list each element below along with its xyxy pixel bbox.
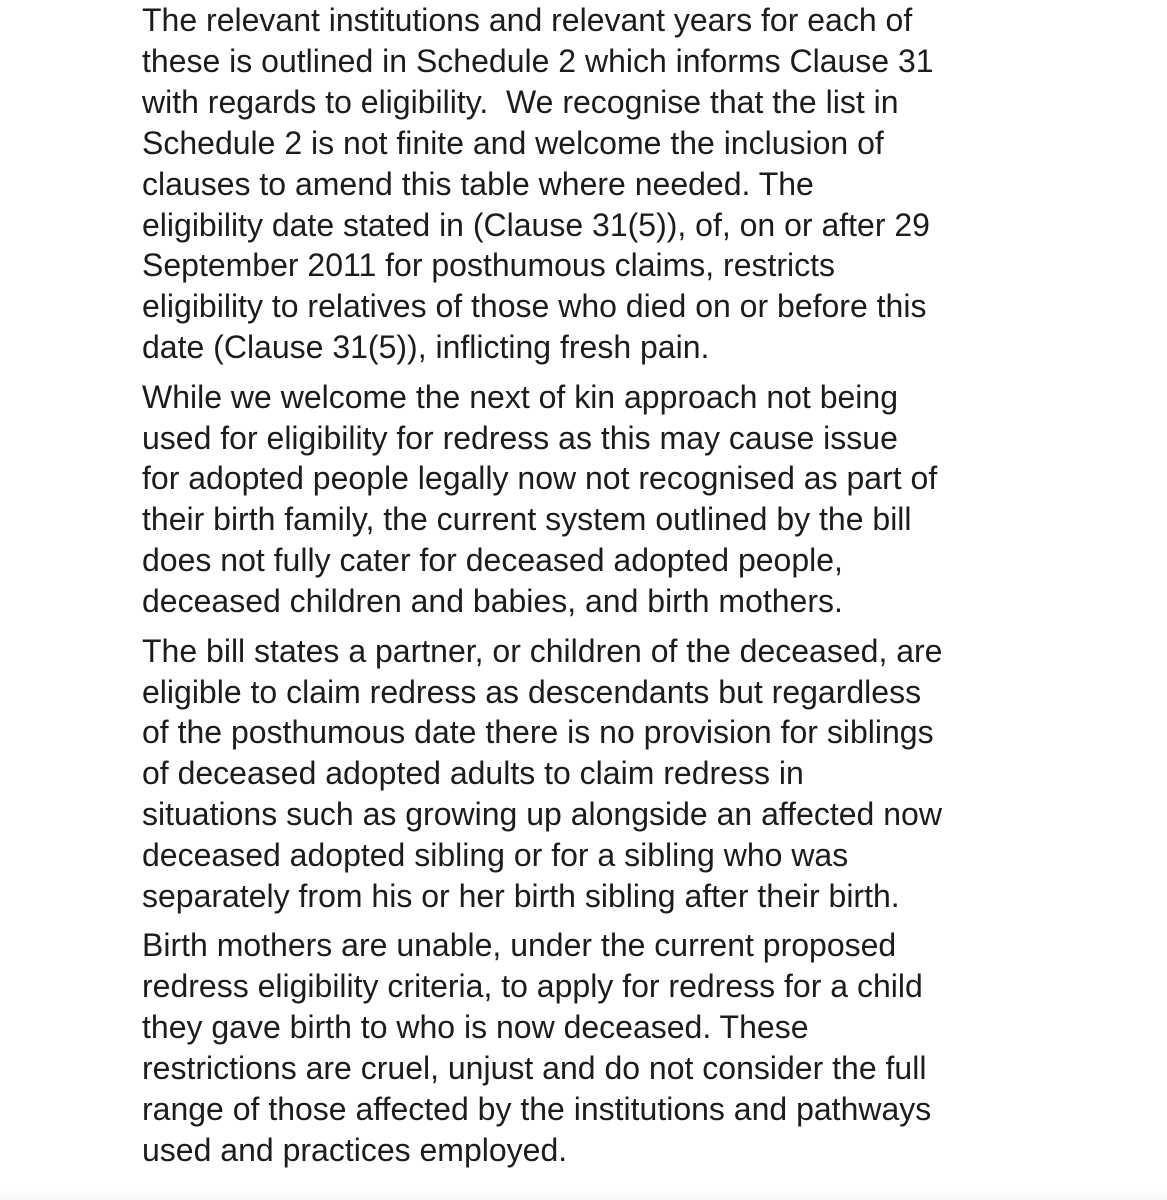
text-line: The bill states a partner, or children of the deceased, are xyxy=(142,632,943,669)
text-line: The relevant institutions and relevant years for each of xyxy=(142,2,913,38)
text-line: for adopted people legally now not recognised as part of xyxy=(142,460,938,497)
text-line: these is outlined in Schedule 2 which informs Clause 31 xyxy=(142,42,934,79)
text-line: separately from his or her birth sibling after their birth. xyxy=(142,878,900,915)
paragraph-next-of-kin xyxy=(142,377,1072,622)
paragraph-eligibility-schedule xyxy=(142,0,1072,368)
text-line: clauses to amend this table where needed. The xyxy=(142,165,814,202)
text-line: September 2011 for posthumous claims, restricts xyxy=(142,247,836,284)
text-line: eligibility date stated in (Clause 31(5)), of, on or after 29 xyxy=(142,206,930,243)
text-line: with regards to eligibility. We recognise that the list in xyxy=(142,83,899,120)
text-line: they gave birth to who is now deceased. These xyxy=(142,1009,809,1046)
text-line: Birth mothers are unable, under the current proposed xyxy=(142,927,897,964)
bottom-edge-fade xyxy=(0,1190,1167,1200)
text-line: deceased adopted sibling or for a sibling who was xyxy=(142,837,849,874)
document-body xyxy=(142,0,1072,1171)
text-line: range of those affected by the institutions and pathways xyxy=(142,1091,932,1128)
text-line: While we welcome the next of kin approach not being xyxy=(142,378,898,415)
text-line: deceased children and babies, and birth mothers. xyxy=(142,583,843,620)
text-line: of the posthumous date there is no provision for siblings xyxy=(142,714,934,751)
text-line: used and practices employed. xyxy=(142,1131,568,1168)
text-line: used for eligibility for redress as this may cause issue xyxy=(142,419,898,456)
text-line: their birth family, the current system outlined by the bill xyxy=(142,501,912,538)
text-line: of deceased adopted adults to claim redress in xyxy=(142,755,804,792)
text-line: does not fully cater for deceased adopted people, xyxy=(142,542,843,579)
text-line: situations such as growing up alongside an affected now xyxy=(142,796,942,833)
text-line: date (Clause 31(5)), inflicting fresh pain. xyxy=(142,329,710,366)
text-line: redress eligibility criteria, to apply for redress for a child xyxy=(142,968,923,1005)
text-line: eligible to claim redress as descendants but regardless xyxy=(142,673,922,710)
text-line: eligibility to relatives of those who died on or before this xyxy=(142,288,927,325)
text-line: restrictions are cruel, unjust and do not consider the full xyxy=(142,1050,927,1087)
paragraph-siblings xyxy=(142,631,1072,917)
text-line: Schedule 2 is not finite and welcome the inclusion of xyxy=(142,124,884,161)
paragraph-birth-mothers xyxy=(142,925,1072,1170)
